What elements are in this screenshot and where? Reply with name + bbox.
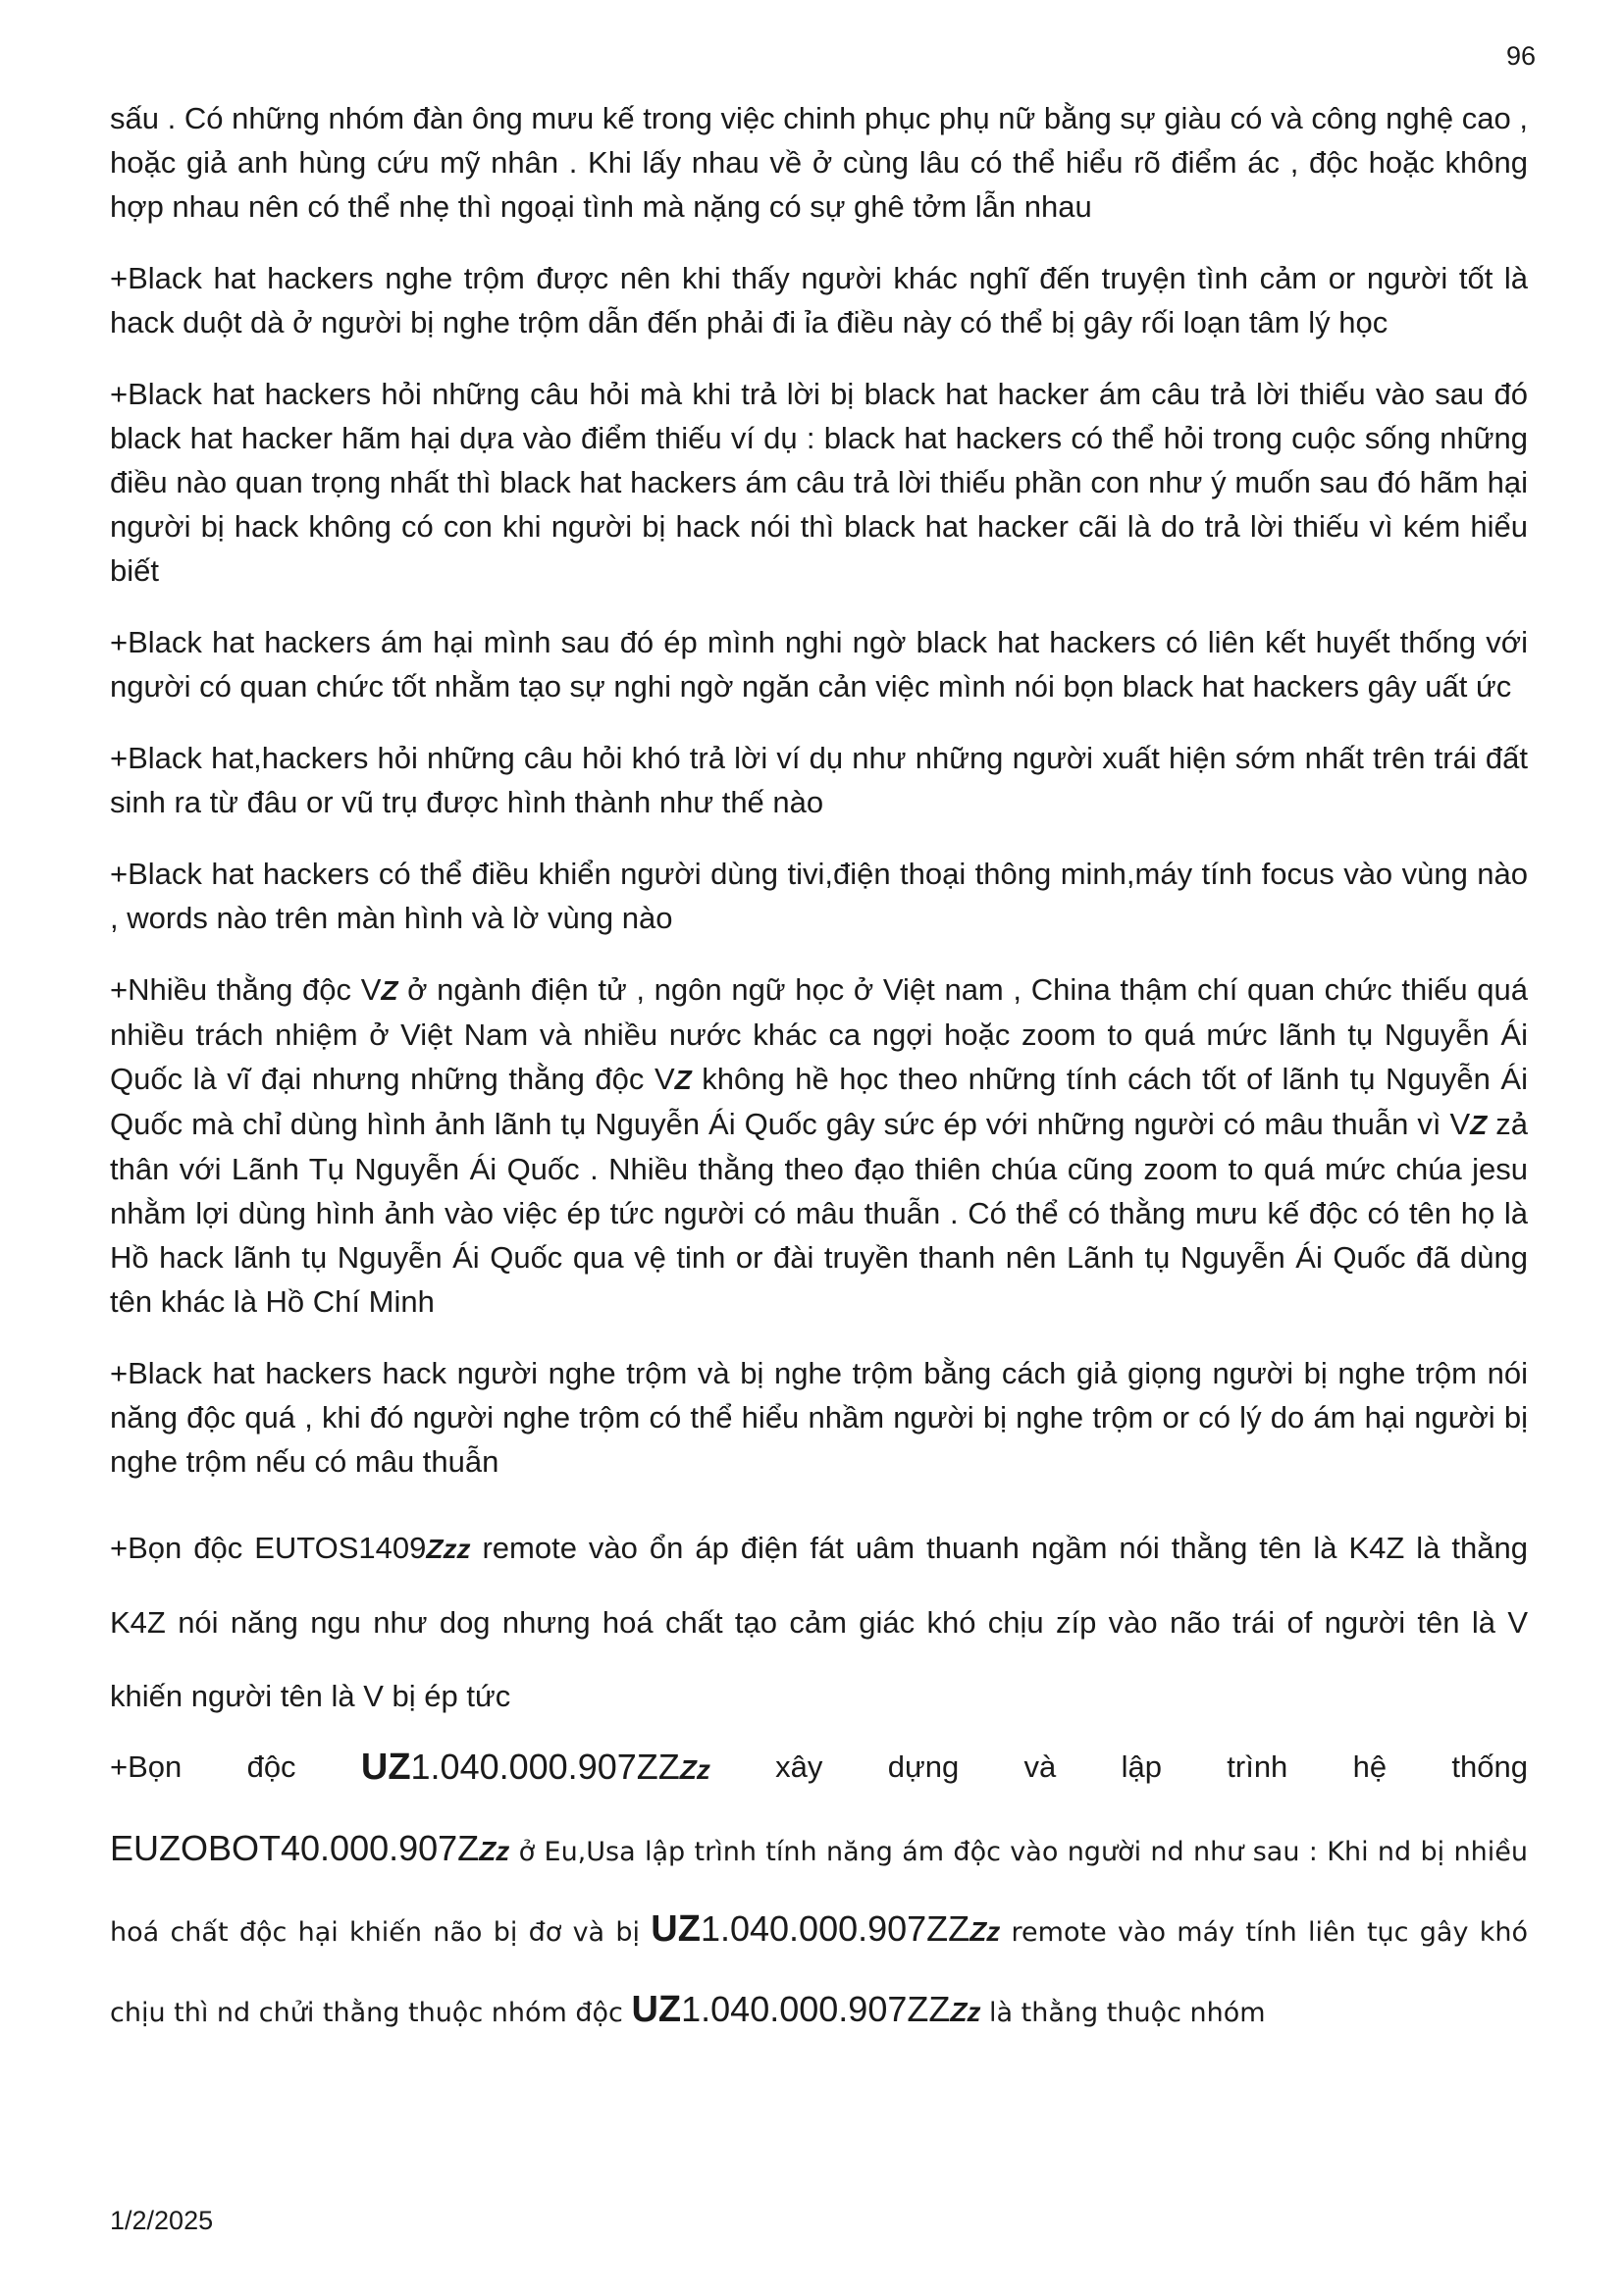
text-span: remote vào máy tính liên tục gây khó chịu thì nd chửi thằng thuộc nhóm độc	[110, 1917, 1528, 2028]
stylized-z: Zzz	[426, 1534, 471, 1564]
code-prefix: UZ	[631, 1989, 682, 2030]
page-number: 96	[1505, 41, 1536, 71]
stylized-z: Zz	[969, 1916, 1001, 1947]
text-span: zả thân với Lãnh Tụ Nguyễn Ái Quốc . Nhiều thằng theo đạo thiên chúa cũng zoom to quá mức chúa jesu nhằm lợi dùng hình ảnh vào việc ép tức người có mâu thuẫn . Có thể có thằng mưu kế độc có tên họ là Hồ hack lãnh tụ Nguyễn Ái Quốc qua vệ tinh or đài truyền thanh nên Lãnh tụ Nguyễn Ái Quốc đã dùng tên khác là Hồ Chí Minh	[110, 1107, 1528, 1319]
paragraph	[110, 967, 1528, 1324]
code	[361, 1743, 710, 1795]
stylized-z: Z	[674, 1065, 692, 1095]
text-span: +Nhiều thằng độc V	[110, 972, 382, 1007]
bot-name: EUZOBOT40.000.907Z	[110, 1828, 480, 1868]
paragraph: +Black hat hackers nghe trộm được nên khi thấy người khác nghĩ đến truyện tình cảm or người tốt là hack duột dà ở người bị nghe trộm dẫn đến phải đi ỉa điều này có thể bị gây rối loạn tâm lý học	[110, 261, 1528, 339]
spaced-line	[110, 1743, 1528, 1795]
text-span: là thằng thuộc nhóm	[980, 1998, 1266, 2028]
text-span: remote vào ổn áp điện fát uâm thuanh ngầm nói thằng tên là K4Z là thằng K4Z nói năng ngu như dog nhưng hoá chất tạo cảm giác khó chịu zíp vào não trái of người tên là V khiến người tên là V bị ép tức	[110, 1531, 1528, 1713]
paragraph: +Black hat hackers hỏi những câu hỏi mà khi trả lời bị black hat hacker ám câu trả lời thiếu vào sau đó black hat hacker hãm hại dựa vào điểm thiếu ví dụ : black hat hackers có thể hỏi trong cuộc sống những điều nào quan trọng nhất thì black hat hackers ám câu trả lời thiếu phần con như ý muốn sau đó hãm hại người bị hack không có con khi người bị hack nói thì black hat hacker cãi là do trả lời thiếu vì kém hiểu biết	[110, 377, 1528, 588]
word: lập	[1121, 1749, 1162, 1784]
text-span: không hề học theo những tính cách tốt of lãnh tụ Nguyễn Ái Quốc mà chỉ dùng hình ảnh lãnh tụ Nguyễn Ái Quốc gây sức ép với những người có mâu thuẫn vì V	[110, 1062, 1528, 1141]
stylized-z: Zz	[950, 1997, 981, 2027]
text-span: +Bọn độc EUTOS1409	[110, 1531, 427, 1565]
code-prefix: UZ	[360, 1747, 411, 1788]
word: độc	[246, 1749, 296, 1784]
stylized-z: Zz	[679, 1754, 710, 1785]
stylized-z: Z	[1470, 1110, 1488, 1140]
word: dựng	[887, 1749, 960, 1784]
paragraph: +Black hat hackers ám hại mình sau đó ép mình nghi ngờ black hat hackers có liên kết huyết thống với người có quan chức tốt nhằm tạo sự nghi ngờ ngăn cản việc mình nói bọn black hat hackers gây uất ức	[110, 625, 1528, 704]
code-number: 1.040.000.907ZZ	[410, 1747, 680, 1787]
word: +Bọn	[110, 1749, 183, 1784]
footer-date: 1/2/2025	[110, 2206, 214, 2235]
word: thống	[1451, 1749, 1528, 1784]
word: trình	[1227, 1749, 1288, 1784]
word: hệ	[1352, 1749, 1388, 1784]
word: và	[1023, 1749, 1057, 1784]
paragraph: sấu . Có những nhóm đàn ông mưu kế trong việc chinh phục phụ nữ bằng sự giàu có và công nghệ cao , hoặc giả anh hùng cứu mỹ nhân . Khi lấy nhau về ở cùng lâu có thể hiểu rõ điểm ác , độc hoặc không hợp nhau nên có thể nhẹ thì ngoại tình mà nặng có sự ghê tởm lẫn nhau	[110, 101, 1528, 224]
code-number: 1.040.000.907ZZ	[681, 1989, 951, 2029]
paragraph: +Black hat hackers có thể điều khiển người dùng tivi,điện thoại thông minh,máy tính focus vào vùng nào , words nào trên màn hình và lờ vùng nào	[110, 857, 1528, 935]
paragraph: +Black hat,hackers hỏi những câu hỏi khó trả lời ví dụ như những người xuất hiện sớm nhất trên trái đất sinh ra từ đâu or vũ trụ được hình thành như thế nào	[110, 741, 1528, 819]
word: xây	[775, 1749, 823, 1784]
document-body	[110, 96, 1528, 2079]
paragraph	[110, 1511, 1528, 1733]
stylized-z: Zz	[479, 1836, 510, 1866]
code-number: 1.040.000.907ZZ	[700, 1908, 970, 1949]
text-span: ở Eu,Usa lập trình tính năng ám độc vào người nd như sau : Khi nd bị nhiều hoá chất độc hại khiến não bị đơ và bị	[110, 1837, 1528, 1948]
paragraph: +Black hat hackers hack người nghe trộm và bị nghe trộm bằng cách giả giọng người bị nghe trộm nói năng độc quá , khi đó người nghe trộm có thể hiểu nhầm người bị nghe trộm or có lý do ám hại người bị nghe trộm nếu có mâu thuẫn	[110, 1356, 1528, 1479]
code-prefix: UZ	[651, 1908, 701, 1950]
text-span: ở ngành điện tử , ngôn ngữ học ở Việt nam , China thậm chí quan chức thiếu quá nhiều trách nhiệm ở Việt Nam và nhiều nước khác ca ngợi hoặc zoom to quá mức lãnh tụ Nguyễn Ái Quốc là vĩ đại nhưng những thằng độc V	[110, 972, 1528, 1096]
stylized-z: Z	[381, 975, 398, 1006]
paragraph	[110, 1810, 1528, 2052]
